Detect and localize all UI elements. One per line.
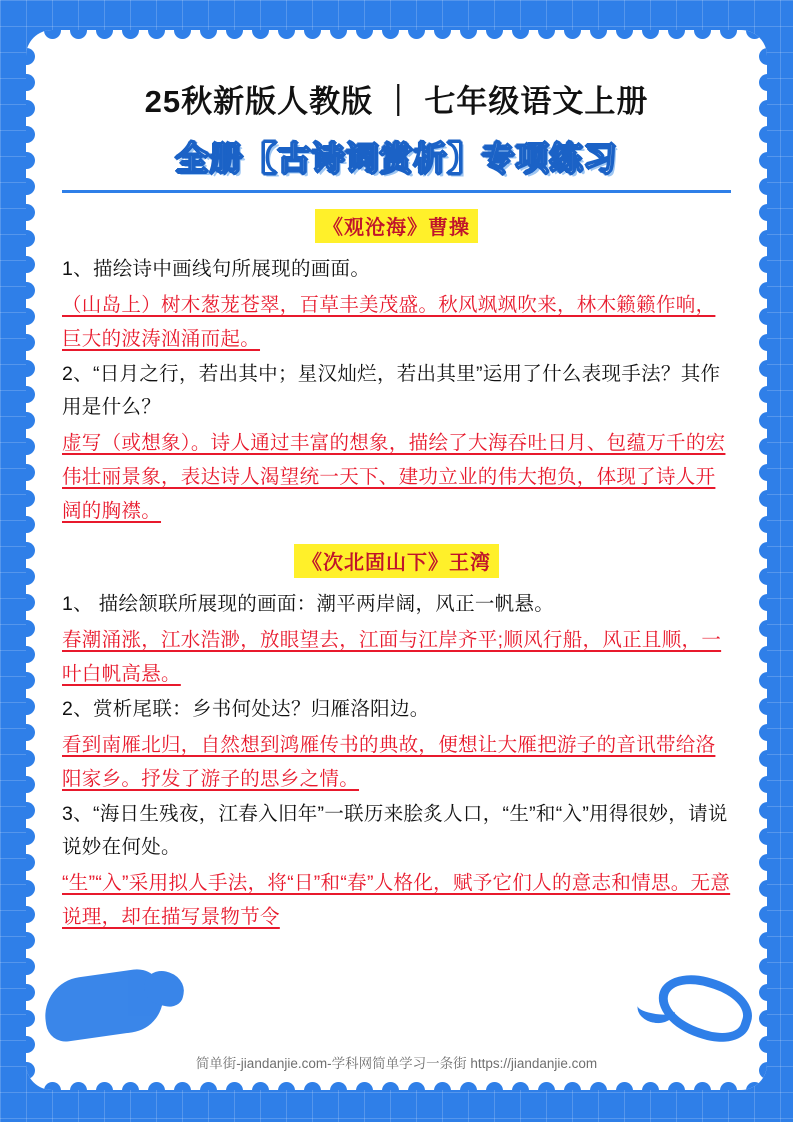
question-text: 2、“日月之行，若出其中；星汉灿烂，若出其里”运用了什么表现手法？其作用是什么？ [62, 363, 721, 418]
card-edge-notch [759, 1010, 768, 1027]
answer-text: 虚写（或想象）。诗人通过丰富的想象，描绘了大海吞吐日月、包蕴万千的宏伟壮丽景象，表达诗人渴望统一天下、建功立业的伟大抱负，体现了诗人开阔的胸襟。 [62, 432, 726, 522]
worksheet-content [26, 30, 767, 936]
leaf-outline-decoration-icon [650, 965, 760, 1052]
card-edge-notch [96, 1082, 113, 1091]
card-edge-notch [356, 1082, 373, 1091]
answer-text: 春潮涌涨，江水浩渺，放眼望去，江面与江岸齐平;顺风行船，风正且顺，一叶白帆高悬。 [62, 629, 722, 685]
card-edge-notch [382, 1082, 399, 1091]
answer-text: （山岛上）树木葱茏苍翠，百草丰美茂盛。秋风飒飒吹来，林木籁籁作响，巨大的波涛汹涌而起。 [62, 294, 716, 350]
card-edge-notch [26, 1036, 35, 1053]
footer-watermark: 简单街-jiandanjie.com-学科网简单学习一条街 https://jiandanjie.com [195, 1056, 598, 1071]
card-edge-notch [304, 1082, 321, 1091]
card-edge-notch [44, 1082, 61, 1091]
card-edge-notch [512, 1082, 529, 1091]
card-edge-notch [590, 1082, 607, 1091]
card-edge-notch [278, 1082, 295, 1091]
poem-title-label-1: 《观沧海》曹操 [315, 209, 478, 243]
card-edge-notch [759, 958, 768, 975]
card-edge-notch [174, 1082, 191, 1091]
page-title-line2-wrap [62, 133, 731, 180]
card-edge-notch [148, 1082, 165, 1091]
poem-heading-2 [62, 544, 731, 578]
card-edge-notch [759, 1036, 768, 1053]
card-edge-notch [200, 1082, 217, 1091]
card-edge-notch [720, 1082, 737, 1091]
card-edge-notch [408, 1082, 425, 1091]
card-edge-notch [26, 958, 35, 975]
title-divider [62, 190, 731, 193]
poem-title-label-2: 《次北固山下》王湾 [294, 544, 499, 578]
answer-text: 看到南雁北归，自然想到鸿雁传书的典故，便想让大雁把游子的音讯带给洛阳家乡。抒发了游子的思乡之情。 [62, 734, 716, 790]
whale-decoration-icon [40, 966, 167, 1044]
answer-text: “生”“入”采用拟人手法，将“日”和“春”人格化，赋予它们人的意志和情思。无意说理，却在描写景物节令 [62, 872, 731, 928]
page-title-line2: 全册【古诗词赏析】专项练习 [175, 140, 618, 177]
card-edge-notch [668, 1082, 685, 1091]
card-edge-notch [538, 1082, 555, 1091]
question-text: 1、 描绘颔联所展现的画面：潮平两岸阔，风正一帆悬。 [62, 593, 555, 615]
card-edge-notch [486, 1082, 503, 1091]
card-edge-notch [26, 1010, 35, 1027]
card-edge-notch [252, 1082, 269, 1091]
card-edge-notch [122, 1082, 139, 1091]
card-edge-notch [26, 984, 35, 1001]
card-edge-notch [759, 984, 768, 1001]
poem-heading-1 [62, 209, 731, 243]
card-edge-notch [226, 1082, 243, 1091]
card-edge-notch [564, 1082, 581, 1091]
page-title-line1: 25秋新版人教版 ｜ 七年级语文上册 [144, 84, 649, 119]
card-edge-notch [460, 1082, 477, 1091]
card-edge-notch [642, 1082, 659, 1091]
card-edge-notch [70, 1082, 87, 1091]
card-edge-notch [694, 1082, 711, 1091]
question-text: 1、描绘诗中画线句所展现的画面。 [62, 258, 371, 280]
card-edge-notch [434, 1082, 451, 1091]
card-edge-notch [616, 1082, 633, 1091]
card-edge-notch [330, 1082, 347, 1091]
question-text: 3、“海日生残夜，江春入旧年”一联历来脍炙人口，“生”和“入”用得很妙，请说说妙在何处。 [62, 803, 728, 858]
worksheet-card [26, 30, 767, 1090]
question-text: 2、赏析尾联：乡书何处达？归雁洛阳边。 [62, 698, 430, 720]
